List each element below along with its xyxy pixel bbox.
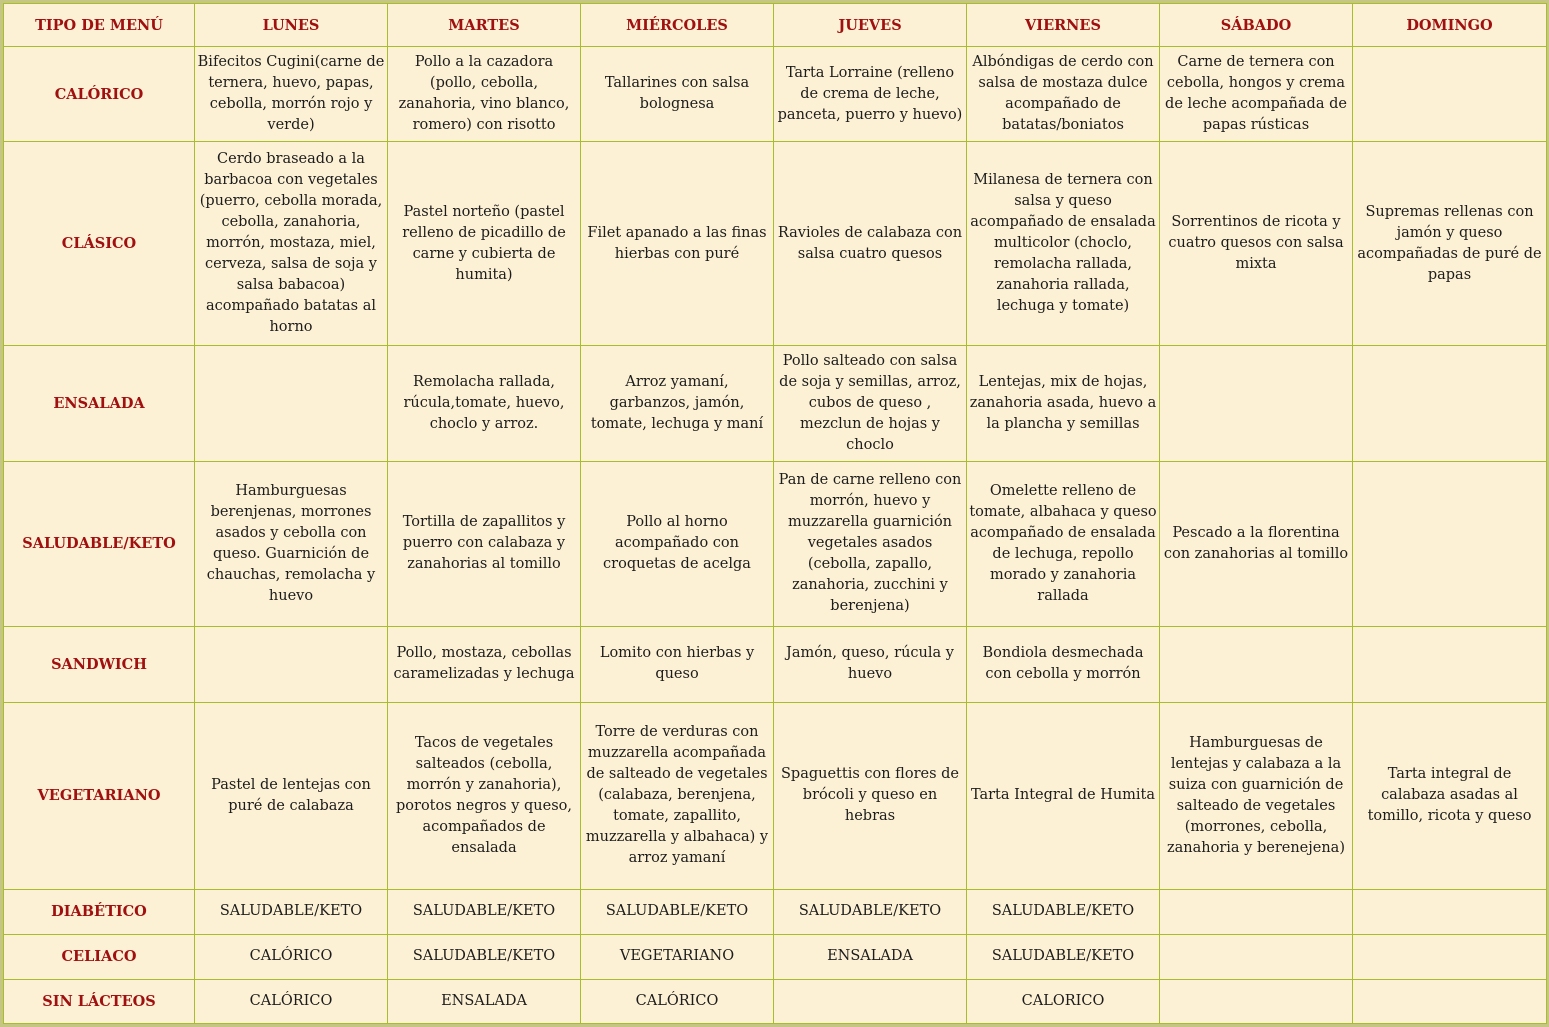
menu-row: [4, 47, 1547, 142]
menu-cell-jueves: [774, 979, 967, 1023]
menu-type-label: CALÓRICO: [4, 47, 195, 142]
menu-row: [4, 142, 1547, 346]
menu-row: [4, 979, 1547, 1023]
day-header-sabado: SÁBADO: [1160, 4, 1353, 47]
menu-type-label: SIN LÁCTEOS: [4, 979, 195, 1023]
weekly-menu-table: [3, 3, 1547, 1024]
menu-type-label: SALUDABLE/KETO: [4, 462, 195, 626]
menu-cell-jueves: Spaguettis con flores de brócoli y queso en hebras: [774, 702, 967, 889]
menu-row: [4, 934, 1547, 979]
menu-cell-martes: Remolacha rallada, rúcula,tomate, huevo, choclo y arroz.: [388, 346, 581, 462]
menu-type-label: SANDWICH: [4, 626, 195, 702]
menu-cell-domingo: [1353, 626, 1547, 702]
menu-type-label: VEGETARIANO: [4, 702, 195, 889]
menu-cell-viernes: CALORICO: [967, 979, 1160, 1023]
menu-cell-domingo: [1353, 934, 1547, 979]
menu-row: [4, 346, 1547, 462]
menu-cell-lunes: CALÓRICO: [195, 979, 388, 1023]
menu-cell-domingo: [1353, 346, 1547, 462]
menu-cell-martes: SALUDABLE/KETO: [388, 934, 581, 979]
menu-cell-martes: Pollo, mostaza, cebollas caramelizadas y lechuga: [388, 626, 581, 702]
menu-cell-lunes: Cerdo braseado a la barbacoa con vegetales (puerro, cebolla morada, cebolla, zanahoria, morrón, mostaza, miel, cerveza, salsa de soja y salsa babacoa) acompañado batatas al horno: [195, 142, 388, 346]
day-header-jueves: JUEVES: [774, 4, 967, 47]
menu-cell-lunes: [195, 346, 388, 462]
menu-cell-viernes: Bondiola desmechada con cebolla y morrón: [967, 626, 1160, 702]
menu-cell-viernes: SALUDABLE/KETO: [967, 889, 1160, 934]
menu-type-label: CELIACO: [4, 934, 195, 979]
corner-header: TIPO DE MENÚ: [4, 4, 195, 47]
menu-cell-viernes: Milanesa de ternera con salsa y queso acompañado de ensalada multicolor (choclo, remolacha rallada, zanahoria rallada, lechuga y tomate): [967, 142, 1160, 346]
menu-row: [4, 702, 1547, 889]
menu-row: [4, 889, 1547, 934]
menu-cell-lunes: Hamburguesas berenjenas, morrones asados y cebolla con queso. Guarnición de chauchas, remolacha y huevo: [195, 462, 388, 626]
menu-cell-sabado: [1160, 346, 1353, 462]
menu-row: [4, 462, 1547, 626]
menu-cell-viernes: Lentejas, mix de hojas, zanahoria asada, huevo a la plancha y semillas: [967, 346, 1160, 462]
menu-cell-domingo: [1353, 462, 1547, 626]
header-row: [4, 4, 1547, 47]
menu-cell-miercoles: Torre de verduras con muzzarella acompañada de salteado de vegetales (calabaza, berenjena, tomate, zapallito, muzzarella y albahaca) y arroz yamaní: [581, 702, 774, 889]
menu-cell-martes: SALUDABLE/KETO: [388, 889, 581, 934]
day-header-viernes: VIERNES: [967, 4, 1160, 47]
day-header-miercoles: MIÉRCOLES: [581, 4, 774, 47]
menu-type-label: CLÁSICO: [4, 142, 195, 346]
menu-cell-domingo: Supremas rellenas con jamón y queso acompañadas de puré de papas: [1353, 142, 1547, 346]
menu-cell-lunes: Bifecitos Cugini(carne de ternera, huevo, papas, cebolla, morrón rojo y verde): [195, 47, 388, 142]
menu-cell-sabado: [1160, 979, 1353, 1023]
menu-cell-miercoles: Pollo al horno acompañado con croquetas de acelga: [581, 462, 774, 626]
menu-cell-domingo: [1353, 979, 1547, 1023]
menu-cell-jueves: Tarta Lorraine (relleno de crema de leche, panceta, puerro y huevo): [774, 47, 967, 142]
menu-cell-sabado: Pescado a la florentina con zanahorias al tomillo: [1160, 462, 1353, 626]
menu-cell-sabado: [1160, 626, 1353, 702]
menu-cell-jueves: ENSALADA: [774, 934, 967, 979]
menu-cell-martes: Tacos de vegetales salteados (cebolla, morrón y zanahoria), porotos negros y queso, acompañados de ensalada: [388, 702, 581, 889]
menu-cell-sabado: Carne de ternera con cebolla, hongos y crema de leche acompañada de papas rústicas: [1160, 47, 1353, 142]
menu-cell-miercoles: Filet apanado a las finas hierbas con puré: [581, 142, 774, 346]
menu-cell-miercoles: Tallarines con salsa bolognesa: [581, 47, 774, 142]
menu-cell-jueves: Pollo salteado con salsa de soja y semillas, arroz, cubos de queso , mezclun de hojas y choclo: [774, 346, 967, 462]
menu-cell-miercoles: VEGETARIANO: [581, 934, 774, 979]
menu-cell-jueves: Pan de carne relleno con morrón, huevo y muzzarella guarnición vegetales asados (cebolla, zapallo, zanahoria, zucchini y berenjena): [774, 462, 967, 626]
menu-cell-lunes: [195, 626, 388, 702]
menu-cell-jueves: SALUDABLE/KETO: [774, 889, 967, 934]
menu-cell-domingo: Tarta integral de calabaza asadas al tomillo, ricota y queso: [1353, 702, 1547, 889]
day-header-domingo: DOMINGO: [1353, 4, 1547, 47]
menu-cell-viernes: Tarta Integral de Humita: [967, 702, 1160, 889]
menu-cell-martes: Pollo a la cazadora (pollo, cebolla, zanahoria, vino blanco, romero) con risotto: [388, 47, 581, 142]
menu-cell-miercoles: Lomito con hierbas y queso: [581, 626, 774, 702]
menu-cell-viernes: Albóndigas de cerdo con salsa de mostaza dulce acompañado de batatas/boniatos: [967, 47, 1160, 142]
menu-cell-miercoles: CALÓRICO: [581, 979, 774, 1023]
menu-cell-lunes: SALUDABLE/KETO: [195, 889, 388, 934]
menu-cell-lunes: Pastel de lentejas con puré de calabaza: [195, 702, 388, 889]
menu-cell-martes: ENSALADA: [388, 979, 581, 1023]
menu-cell-miercoles: SALUDABLE/KETO: [581, 889, 774, 934]
menu-cell-sabado: Sorrentinos de ricota y cuatro quesos con salsa mixta: [1160, 142, 1353, 346]
menu-cell-sabado: [1160, 889, 1353, 934]
menu-body: [4, 47, 1547, 1024]
menu-type-label: DIABÉTICO: [4, 889, 195, 934]
menu-cell-sabado: [1160, 934, 1353, 979]
menu-cell-domingo: [1353, 889, 1547, 934]
menu-cell-lunes: CALÓRICO: [195, 934, 388, 979]
menu-cell-martes: Pastel norteño (pastel relleno de picadillo de carne y cubierta de humita): [388, 142, 581, 346]
menu-cell-viernes: Omelette relleno de tomate, albahaca y queso acompañado de ensalada de lechuga, repollo morado y zanahoria rallada: [967, 462, 1160, 626]
menu-row: [4, 626, 1547, 702]
menu-cell-viernes: SALUDABLE/KETO: [967, 934, 1160, 979]
day-header-martes: MARTES: [388, 4, 581, 47]
menu-cell-miercoles: Arroz yamaní, garbanzos, jamón, tomate, lechuga y maní: [581, 346, 774, 462]
menu-cell-domingo: [1353, 47, 1547, 142]
menu-cell-jueves: Jamón, queso, rúcula y huevo: [774, 626, 967, 702]
menu-cell-jueves: Ravioles de calabaza con salsa cuatro quesos: [774, 142, 967, 346]
menu-type-label: ENSALADA: [4, 346, 195, 462]
menu-cell-sabado: Hamburguesas de lentejas y calabaza a la suiza con guarnición de salteado de vegetales (morrones, cebolla, zanahoria y berenejena): [1160, 702, 1353, 889]
menu-cell-martes: Tortilla de zapallitos y puerro con calabaza y zanahorias al tomillo: [388, 462, 581, 626]
day-header-lunes: LUNES: [195, 4, 388, 47]
